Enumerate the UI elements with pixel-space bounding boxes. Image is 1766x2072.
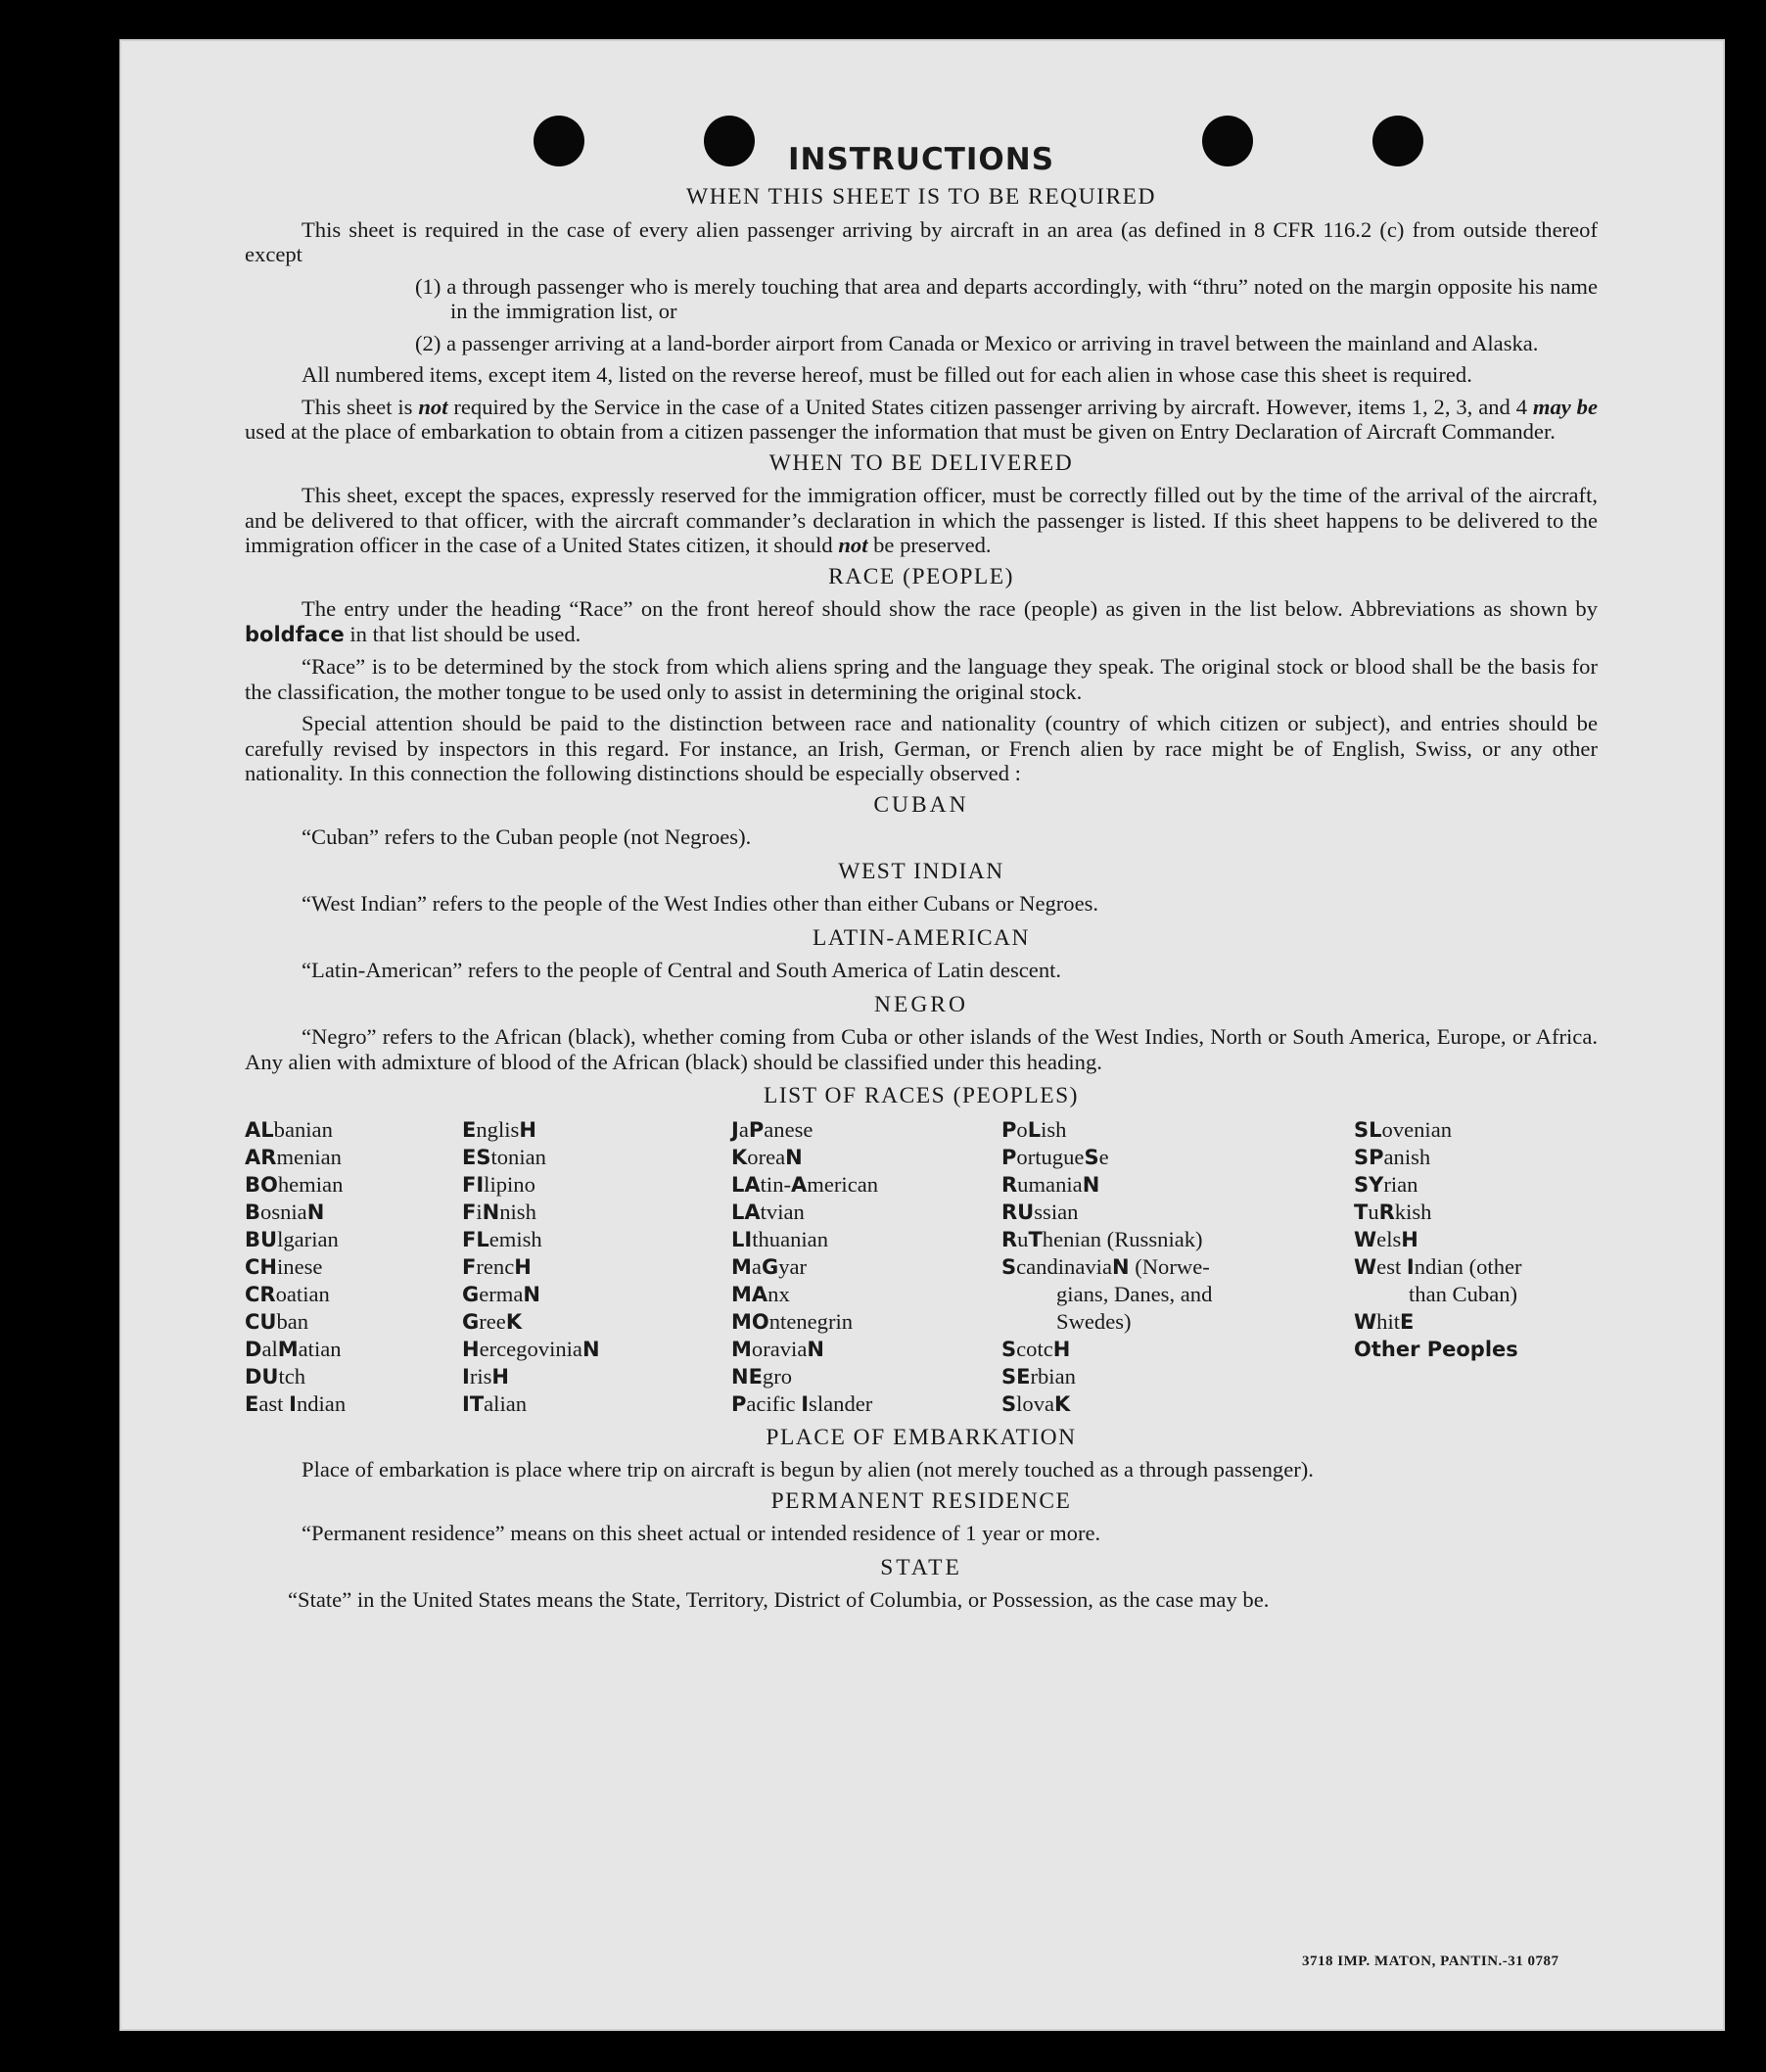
text-run: This sheet, except the spaces, expressly reserved for the immigration officer, must be correctly filled out by the time of the arrival of the aircraft, and be delivered to that officer, with the aircraft commander’s declaration in which the passenger is listed. If this sheet happens to be delivered to the immigration officer in the case of a United States citizen, it should xyxy=(245,483,1598,557)
race-text: ndian xyxy=(296,1390,347,1416)
race-text: T xyxy=(1354,1200,1369,1224)
race-text: lova xyxy=(1016,1390,1055,1416)
race-entry xyxy=(245,1144,462,1171)
race-text: ntenegrin xyxy=(768,1308,854,1334)
race-text: Other Peoples xyxy=(1354,1337,1518,1361)
race-text: D xyxy=(245,1337,262,1361)
race-text: candinavia xyxy=(1016,1253,1112,1279)
race-text: N xyxy=(785,1145,803,1169)
race-text: umania xyxy=(1017,1171,1083,1197)
race-text: M xyxy=(277,1337,299,1361)
race-text: S xyxy=(1084,1145,1099,1169)
race-text: AL xyxy=(245,1117,274,1142)
paragraph: Special attention should be paid to the distinction between race and nationality (country of which citizen or subject), and entries should be carefully revised by inspectors in this regard. For instance, an Irish, German, or French alien by race might be of English, Swiss, or any other nationality. In this connection the following distinctions should be especially observed : xyxy=(245,711,1598,785)
race-text: N xyxy=(306,1200,325,1224)
race-entry xyxy=(1001,1116,1354,1144)
heading-negro: NEGRO xyxy=(874,991,968,1017)
race-text: I xyxy=(801,1391,810,1416)
race-text: ris xyxy=(469,1363,492,1389)
race-text: inese xyxy=(277,1253,323,1279)
race-text: a xyxy=(738,1116,749,1142)
heading-race: RACE (PEOPLE) xyxy=(828,563,1014,589)
race-text: erma xyxy=(479,1281,524,1306)
heading-state: STATE xyxy=(880,1554,962,1580)
race-text: Swedes) xyxy=(1056,1308,1132,1334)
heading-permanent-residence: PERMANENT RESIDENCE xyxy=(770,1487,1072,1514)
race-text: gro xyxy=(762,1363,793,1389)
race-text: AR xyxy=(245,1145,277,1169)
race-text: anish xyxy=(1383,1144,1431,1169)
race-text: cotc xyxy=(1016,1336,1053,1361)
race-text: orea xyxy=(747,1144,786,1169)
race-text: emish xyxy=(488,1226,542,1251)
race-text: est xyxy=(1376,1253,1407,1279)
race-text: NE xyxy=(731,1364,763,1389)
race-entry xyxy=(1001,1336,1354,1363)
emphasis: may be xyxy=(1532,394,1599,419)
emphasis: not xyxy=(838,533,868,557)
race-text: R xyxy=(1001,1227,1018,1251)
race-text: a xyxy=(751,1253,762,1279)
race-entry xyxy=(462,1171,731,1199)
heading-list-of-races: LIST OF RACES (PEOPLES) xyxy=(764,1083,1079,1108)
race-text: anese xyxy=(764,1116,813,1142)
race-text: lgarian xyxy=(277,1226,339,1251)
race-text: N xyxy=(523,1282,540,1306)
race-entry xyxy=(245,1336,462,1363)
race-text: oatian xyxy=(275,1281,330,1306)
race-text: MA xyxy=(731,1282,768,1306)
race-text: (Norwe- xyxy=(1129,1253,1210,1279)
race-text: ercegovinia xyxy=(479,1336,582,1361)
races-column xyxy=(1354,1116,1598,1418)
races-column xyxy=(245,1116,462,1418)
race-text: ree xyxy=(479,1308,506,1334)
race-entry xyxy=(731,1281,1001,1308)
race-text: tch xyxy=(278,1363,306,1389)
race-text: nglis xyxy=(476,1116,520,1142)
race-entry xyxy=(245,1363,462,1390)
race-text: W xyxy=(1354,1254,1377,1279)
race-text: RU xyxy=(1001,1200,1035,1224)
paragraph: This sheet is required in the case of every alien passenger arriving by aircraft in an area (as defined in 8 CFR 116.2 (c) from outside thereof except xyxy=(245,216,1598,266)
race-entry xyxy=(462,1281,731,1308)
race-text: hit xyxy=(1376,1308,1401,1334)
race-text: E xyxy=(245,1391,259,1416)
race-text: acific xyxy=(746,1390,802,1416)
text-run: The entry under the heading “Race” on the front hereof should show the race (people) as given in the list below. Abbreviations as shown by xyxy=(302,596,1598,621)
race-entry xyxy=(245,1390,462,1418)
text-run: used at the place of embarkation to obtain from a citizen passenger the information that must be given on Entry Declaration of Aircraft Commander. xyxy=(245,419,1556,444)
race-entry xyxy=(245,1281,462,1308)
race-entry xyxy=(1354,1308,1598,1336)
race-text: lipino xyxy=(484,1171,535,1197)
race-entry xyxy=(1001,1390,1354,1418)
race-entry xyxy=(731,1308,1001,1336)
heading-west-indian: WEST INDIAN xyxy=(838,858,1004,884)
race-entry xyxy=(731,1390,1001,1418)
race-text: G xyxy=(462,1309,480,1334)
race-text: LA xyxy=(731,1200,761,1224)
race-text: ban xyxy=(276,1308,309,1334)
list-item: (1) a through passenger who is merely touching that area and departs accordingly, with “thru” noted on the margin opposite his name in the immigration list, or xyxy=(415,273,1598,323)
race-entry xyxy=(1354,1199,1598,1226)
paragraph: “Race” is to be determined by the stock from which aliens spring and the language they speak. The original stock or blood shall be the basis for the classification, the mother tongue to be used only to assist in determining the original stock. xyxy=(245,654,1598,704)
races-table xyxy=(245,1116,1598,1418)
text-run: be preserved. xyxy=(867,533,992,557)
race-text: o xyxy=(1016,1116,1028,1142)
race-text: BU xyxy=(245,1227,278,1251)
race-entry xyxy=(1001,1308,1354,1336)
race-text: rbian xyxy=(1030,1363,1076,1389)
heading-when-delivered: WHEN TO BE DELIVERED xyxy=(768,449,1074,476)
race-text: M xyxy=(731,1337,752,1361)
race-text: I xyxy=(1406,1254,1415,1279)
race-text: E xyxy=(1400,1309,1415,1334)
race-text: K xyxy=(505,1309,523,1334)
paragraph: “Negro” refers to the African (black), whether coming from Cuba or other islands of the West Indies, North or South America, Europe, or Africa. Any alien with admixture of blood of the African (black) should be classified under this heading. xyxy=(245,1024,1598,1074)
race-text: ndian (other xyxy=(1414,1253,1522,1279)
race-entry xyxy=(1001,1226,1354,1253)
race-entry xyxy=(1354,1171,1598,1199)
paragraph: All numbered items, except item 4, listed on the reverse hereof, must be filled out for each alien in whose case this sheet is required. xyxy=(302,362,1472,387)
race-entry xyxy=(1001,1281,1354,1308)
race-entry xyxy=(1354,1253,1598,1281)
race-text: P xyxy=(748,1117,765,1142)
race-text: H xyxy=(491,1364,509,1389)
race-text: banian xyxy=(273,1116,333,1142)
race-text: SP xyxy=(1354,1145,1384,1169)
race-text: IT xyxy=(462,1391,485,1416)
race-text: N xyxy=(807,1337,824,1361)
race-text: than Cuban) xyxy=(1409,1281,1518,1306)
race-entry xyxy=(462,1144,731,1171)
race-text: ssian xyxy=(1034,1199,1079,1224)
race-text: FL xyxy=(462,1227,489,1251)
race-text: MO xyxy=(731,1309,769,1334)
paragraph xyxy=(245,483,1598,558)
races-column xyxy=(462,1116,731,1418)
race-text: osnia xyxy=(260,1199,307,1224)
race-entry xyxy=(245,1226,462,1253)
race-text: N xyxy=(482,1200,500,1224)
race-entry xyxy=(1354,1281,1598,1308)
race-text: SE xyxy=(1001,1364,1031,1389)
race-entry xyxy=(462,1253,731,1281)
printer-imprint: 3718 IMP. MATON, PANTIN.-31 0787 xyxy=(1302,1954,1559,1969)
race-text: ortugue xyxy=(1016,1144,1085,1169)
race-entry xyxy=(245,1171,462,1199)
race-text: H xyxy=(1401,1227,1418,1251)
race-entry xyxy=(245,1253,462,1281)
race-entry xyxy=(245,1308,462,1336)
instructions-content xyxy=(245,142,1598,1623)
race-text: T xyxy=(1028,1227,1043,1251)
race-text: G xyxy=(761,1254,779,1279)
race-entry xyxy=(1001,1253,1354,1281)
race-text: ish xyxy=(1041,1116,1067,1142)
race-text: R xyxy=(1378,1200,1395,1224)
race-text: G xyxy=(462,1282,480,1306)
page-title: INSTRUCTIONS xyxy=(787,142,1055,177)
race-text: F xyxy=(462,1200,477,1224)
race-entry xyxy=(731,1253,1001,1281)
paragraph: “Permanent residence” means on this sheet actual or intended residence of 1 year or more. xyxy=(302,1521,1101,1545)
race-entry xyxy=(731,1363,1001,1390)
heading-place-of-embarkation: PLACE OF EMBARKATION xyxy=(766,1424,1077,1450)
race-text: W xyxy=(1354,1227,1377,1251)
race-text: P xyxy=(731,1391,747,1416)
race-entry xyxy=(1354,1116,1598,1144)
list-item: (2) a passenger arriving at a land-border airport from Canada or Mexico or arriving in travel between the mainland and Alaska. xyxy=(415,330,1539,355)
race-text: J xyxy=(731,1117,739,1142)
race-text: ovenian xyxy=(1381,1116,1453,1142)
race-text: al xyxy=(261,1336,278,1361)
race-text: henian (Russniak) xyxy=(1042,1226,1203,1251)
race-entry xyxy=(462,1199,731,1226)
race-text: P xyxy=(1001,1117,1017,1142)
race-text: i xyxy=(476,1199,483,1224)
race-text: N xyxy=(1111,1254,1130,1279)
races-column xyxy=(731,1116,1001,1418)
race-text: DU xyxy=(245,1364,279,1389)
race-entry xyxy=(462,1308,731,1336)
race-text: e xyxy=(1098,1144,1109,1169)
race-text: H xyxy=(462,1337,480,1361)
race-entry xyxy=(1354,1226,1598,1253)
race-text: renc xyxy=(476,1253,515,1279)
race-text: tonian xyxy=(490,1144,546,1169)
race-text: P xyxy=(1001,1145,1017,1169)
race-text: SY xyxy=(1354,1172,1384,1197)
race-text: u xyxy=(1368,1199,1379,1224)
race-text: nish xyxy=(499,1199,536,1224)
heading-when-required: WHEN THIS SHEET IS TO BE REQUIRED xyxy=(686,184,1156,210)
race-text: H xyxy=(514,1254,532,1279)
race-entry xyxy=(731,1171,1001,1199)
race-text: S xyxy=(1001,1254,1017,1279)
race-entry xyxy=(1001,1171,1354,1199)
race-text: K xyxy=(1054,1391,1071,1416)
race-text: atian xyxy=(298,1336,342,1361)
race-text: CR xyxy=(245,1282,276,1306)
race-entry xyxy=(731,1226,1001,1253)
race-text: S xyxy=(1001,1391,1017,1416)
heading-latin-american: LATIN-AMERICAN xyxy=(812,924,1031,951)
race-entry xyxy=(462,1390,731,1418)
race-text: ES xyxy=(462,1145,491,1169)
paragraph xyxy=(245,596,1598,647)
race-entry xyxy=(731,1199,1001,1226)
race-entry xyxy=(1001,1144,1354,1171)
race-text: nx xyxy=(767,1281,790,1306)
race-text: A xyxy=(791,1172,808,1197)
text-run: required by the Service in the case of a United States citizen passenger arriving by aircraft. However, items 1, 2, 3, and 4 xyxy=(447,394,1533,419)
text-run: in that list should be used. xyxy=(344,621,581,646)
race-entry xyxy=(731,1116,1001,1144)
race-text: H xyxy=(1052,1337,1071,1361)
race-entry xyxy=(731,1144,1001,1171)
race-text: W xyxy=(1354,1309,1377,1334)
race-text: hemian xyxy=(277,1171,344,1197)
race-entry xyxy=(1001,1199,1354,1226)
race-entry xyxy=(731,1336,1001,1363)
race-text: K xyxy=(731,1145,748,1169)
race-text: N xyxy=(1082,1172,1100,1197)
race-text: R xyxy=(1001,1172,1018,1197)
race-text: LI xyxy=(731,1227,753,1251)
races-column xyxy=(1001,1116,1354,1418)
paragraph: “State” in the United States means the State, Territory, District of Columbia, or Possession, as the case may be. xyxy=(288,1587,1270,1612)
race-entry xyxy=(462,1363,731,1390)
text-run: This sheet is xyxy=(302,394,419,419)
race-entry xyxy=(1001,1363,1354,1390)
race-text: FI xyxy=(462,1172,485,1197)
race-text: H xyxy=(519,1117,536,1142)
race-entry xyxy=(462,1116,731,1144)
paragraph xyxy=(245,395,1598,445)
race-text: BO xyxy=(245,1172,278,1197)
race-text: kish xyxy=(1394,1199,1432,1224)
race-text: LA xyxy=(731,1172,761,1197)
race-text: tin- xyxy=(760,1171,792,1197)
paragraph: Place of embarkation is place where trip on aircraft is begun by alien (not merely touched as a through passenger). xyxy=(302,1457,1314,1482)
race-text: oravia xyxy=(751,1336,808,1361)
race-text: CH xyxy=(245,1254,277,1279)
race-entry xyxy=(245,1199,462,1226)
emphasis: not xyxy=(418,394,448,419)
race-text: E xyxy=(462,1117,477,1142)
paragraph: “West Indian” refers to the people of the West Indies other than either Cubans or Negroes. xyxy=(302,891,1099,916)
race-text: F xyxy=(462,1254,477,1279)
race-text: M xyxy=(731,1254,752,1279)
race-text: I xyxy=(289,1391,297,1416)
race-text: tvian xyxy=(760,1199,805,1224)
race-text: rian xyxy=(1383,1171,1418,1197)
race-text: L xyxy=(1027,1117,1042,1142)
race-text: thuanian xyxy=(752,1226,829,1251)
race-text: ast xyxy=(258,1390,290,1416)
race-text: S xyxy=(1001,1337,1017,1361)
race-text: N xyxy=(581,1337,600,1361)
race-text: menian xyxy=(276,1144,342,1169)
race-text: SL xyxy=(1354,1117,1382,1142)
race-entry xyxy=(245,1116,462,1144)
race-entry xyxy=(1354,1336,1598,1363)
race-text: merican xyxy=(807,1171,879,1197)
race-text: I xyxy=(462,1364,470,1389)
race-text: els xyxy=(1376,1226,1402,1251)
paragraph: “Cuban” refers to the Cuban people (not Negroes). xyxy=(302,824,752,849)
race-text: u xyxy=(1017,1226,1029,1251)
race-text: yar xyxy=(778,1253,808,1279)
emphasis: boldface xyxy=(245,622,345,646)
paragraph: “Latin-American” refers to the people of Central and South America of Latin descent. xyxy=(302,958,1062,982)
race-text: gians, Danes, and xyxy=(1056,1281,1213,1306)
race-text: slander xyxy=(809,1390,873,1416)
race-text: alian xyxy=(484,1390,528,1416)
race-text: B xyxy=(245,1200,261,1224)
race-entry xyxy=(462,1226,731,1253)
race-entry xyxy=(1354,1144,1598,1171)
race-entry xyxy=(462,1336,731,1363)
document-page xyxy=(119,39,1725,2031)
heading-cuban: CUBAN xyxy=(873,791,969,818)
race-text: CU xyxy=(245,1309,277,1334)
